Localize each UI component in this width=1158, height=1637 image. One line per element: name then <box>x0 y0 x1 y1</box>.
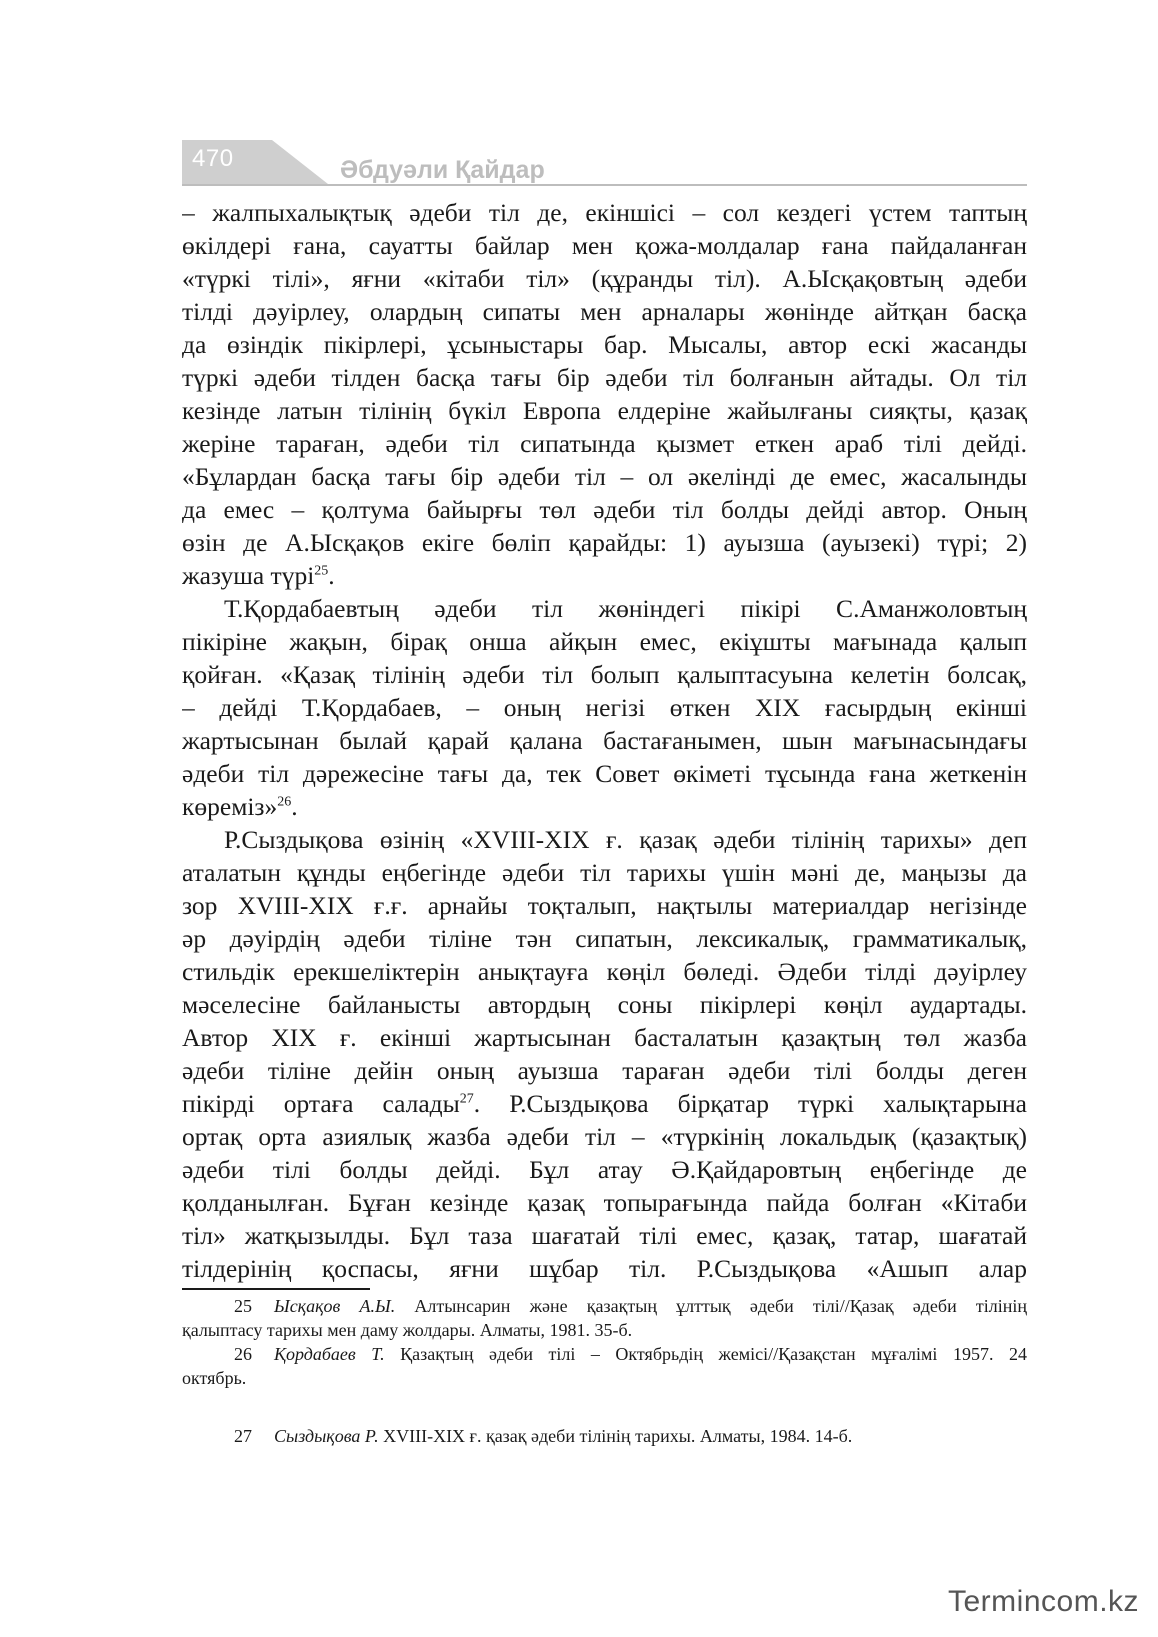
text-line: «Бұлардан басқа тағы бір әдеби тіл – ол әкелінді де емес, жасалынды <box>182 462 1027 491</box>
footnote-rule <box>182 1288 370 1290</box>
text-line: тілді дәуірлеу, олардың сипаты мен арналары жөнінде айтқан басқа <box>182 297 1027 326</box>
text-line: Т.Қордабаевтың әдеби тіл жөніндегі пікірі С.Аманжоловтың <box>224 594 1027 623</box>
text-line: кезінде латын тілінің бүкіл Европа елдеріне жайылғаны сияқты, қазақ <box>182 396 1027 425</box>
footnote-ref-25[interactable]: 25 <box>314 563 329 579</box>
footnote-27 <box>182 1424 1027 1448</box>
header-tab-arrow <box>272 140 328 184</box>
text-line: жеріне тараған, әдеби тіл сипатында қызмет еткен араб тілі дейді. <box>182 429 1027 458</box>
text-span: . Р.Сыздықова бірқатар түркі халықтарына <box>473 1089 1027 1118</box>
footnote-number: 26 <box>234 1344 252 1364</box>
header-rule <box>182 184 1027 186</box>
text-line: әр дәуірдің әдеби тіліне тән сипатын, лексикалық, грамматикалық, <box>182 924 1027 953</box>
footnote-text: XVIII-XIX ғ. қазақ әдеби тілінің тарихы. Алматы, 1984. 14-б. <box>378 1426 853 1446</box>
footnote-author: Ысқақов А.Ы. <box>274 1296 396 1316</box>
text-line: әдеби тіліне дейін оның ауызша тараған әдеби тілі болды деген <box>182 1056 1027 1085</box>
text-span: көреміз» <box>182 792 278 821</box>
footnote-number: 27 <box>234 1426 252 1446</box>
text-line: жартысынан былай қарай қалана бастағанымен, шын мағынасындағы <box>182 726 1027 755</box>
footnote-26-cont: октябрь. <box>182 1368 247 1388</box>
text-span: . <box>291 792 298 821</box>
text-line: да емес – қолтума байырғы төл әдеби тіл болды дейді автор. Оның <box>182 495 1027 524</box>
text-line <box>182 790 1027 823</box>
text-line: да өзіндік пікірлері, ұсыныстары бар. Мысалы, автор ескі жасанды <box>182 330 1027 359</box>
footnote-ref-26[interactable]: 26 <box>277 794 292 810</box>
footnote-author: Сыздықова Р. <box>274 1426 379 1446</box>
footnote-ref-27[interactable]: 27 <box>459 1091 474 1107</box>
text-span: . <box>328 561 335 590</box>
text-line: тілдерінің қоспасы, яғни шұбар тіл. Р.Сыздықова «Ашып алар <box>182 1254 1027 1283</box>
running-header-author: Әбдуәли Қайдар <box>340 156 545 184</box>
page-number: 470 <box>192 145 234 172</box>
text-line: өкілдері ғана, сауатты байлар мен қожа-молдалар ғана пайдаланған <box>182 231 1027 260</box>
site-watermark: Termincom.kz <box>948 1585 1140 1618</box>
text-line: қойған. «Қазақ тілінің әдеби тіл болып қалыптасуына келетін болсақ, <box>182 660 1027 689</box>
text-line: өзін де А.Ысқақов екіге бөліп қарайды: 1) ауызша (ауызекі) түрі; 2) <box>182 528 1027 557</box>
text-line <box>182 559 1027 592</box>
text-line: түркі әдеби тілден басқа тағы бір әдеби тіл болғанын айтады. Ол тіл <box>182 363 1027 392</box>
text-line: зор XVIII-XIX ғ.ғ. арнайы тоқталып, нақтылы материалдар негізінде <box>182 891 1027 920</box>
footnote-author: Қордабаев Т. <box>274 1344 385 1364</box>
text-line: тіл» жатқызылды. Бұл таза шағатай тілі емес, қазақ, татар, шағатай <box>182 1221 1027 1250</box>
text-line: мәселесіне байланысты автордың соны пікірлері көңіл аудартады. <box>182 990 1027 1019</box>
footnote-25-cont: қалыптасу тарихы мен даму жолдары. Алматы, 1981. 35-б. <box>182 1320 633 1340</box>
text-line: қолданылған. Бұған кезінде қазақ топырағында пайда болған «Кітаби <box>182 1188 1027 1217</box>
text-line: – дейді Т.Қордабаев, – оның негізі өткен XIX ғасырдың екінші <box>182 693 1027 722</box>
text-line: аталатын құнды еңбегінде әдеби тіл тарихы үшін мәні де, маңызы да <box>182 858 1027 887</box>
footnotes <box>182 1294 1027 1448</box>
text-line: пікіріне жақын, бірақ онша айқын емес, екіұшты мағынада қалып <box>182 627 1027 656</box>
body-text <box>182 196 1027 1285</box>
text-line: стильдік ерекшеліктерін анықтауға көңіл бөледі. Әдеби тілді дәуірлеу <box>182 957 1027 986</box>
footnote-text: Алтынсарин және қазақтың ұлттық әдеби тілі//Қазақ әдеби тілінің <box>395 1296 1027 1316</box>
text-span: жазуша түрі <box>182 561 315 590</box>
text-line: «түркі тілі», яғни «кітаби тіл» (құранды тіл). А.Ысқақовтың әдеби <box>182 264 1027 293</box>
text-line: Автор XIX ғ. екінші жартысынан басталатын қазақтың төл жазба <box>182 1023 1027 1052</box>
text-line: әдеби тіл дәрежесіне тағы да, тек Совет өкіметі тұсында ғана жеткенін <box>182 759 1027 788</box>
text-line: әдеби тілі болды дейді. Бұл атау Ә.Қайдаровтың еңбегінде де <box>182 1155 1027 1184</box>
footnote-25 <box>182 1294 1027 1318</box>
text-line <box>182 1087 1027 1120</box>
text-line: Р.Сыздықова өзінің «XVIII-XIX ғ. қазақ әдеби тілінің тарихы» деп <box>224 825 1027 854</box>
footnote-text: Қазақтың әдеби тілі – Октябрьдің жемісі//Қазақстан мұғалімі 1957. 24 <box>384 1344 1027 1364</box>
text-line: ортақ орта азиялық жазба әдеби тіл – «түркінің локальдық (қазақтық) <box>182 1122 1027 1151</box>
footnote-26 <box>182 1342 1027 1366</box>
footnote-number: 25 <box>234 1296 252 1316</box>
text-line: – жалпыхалықтық әдеби тіл де, екіншісі – сол кездегі үстем таптың <box>182 198 1027 227</box>
text-span: пікірді ортаға салады <box>182 1089 460 1118</box>
